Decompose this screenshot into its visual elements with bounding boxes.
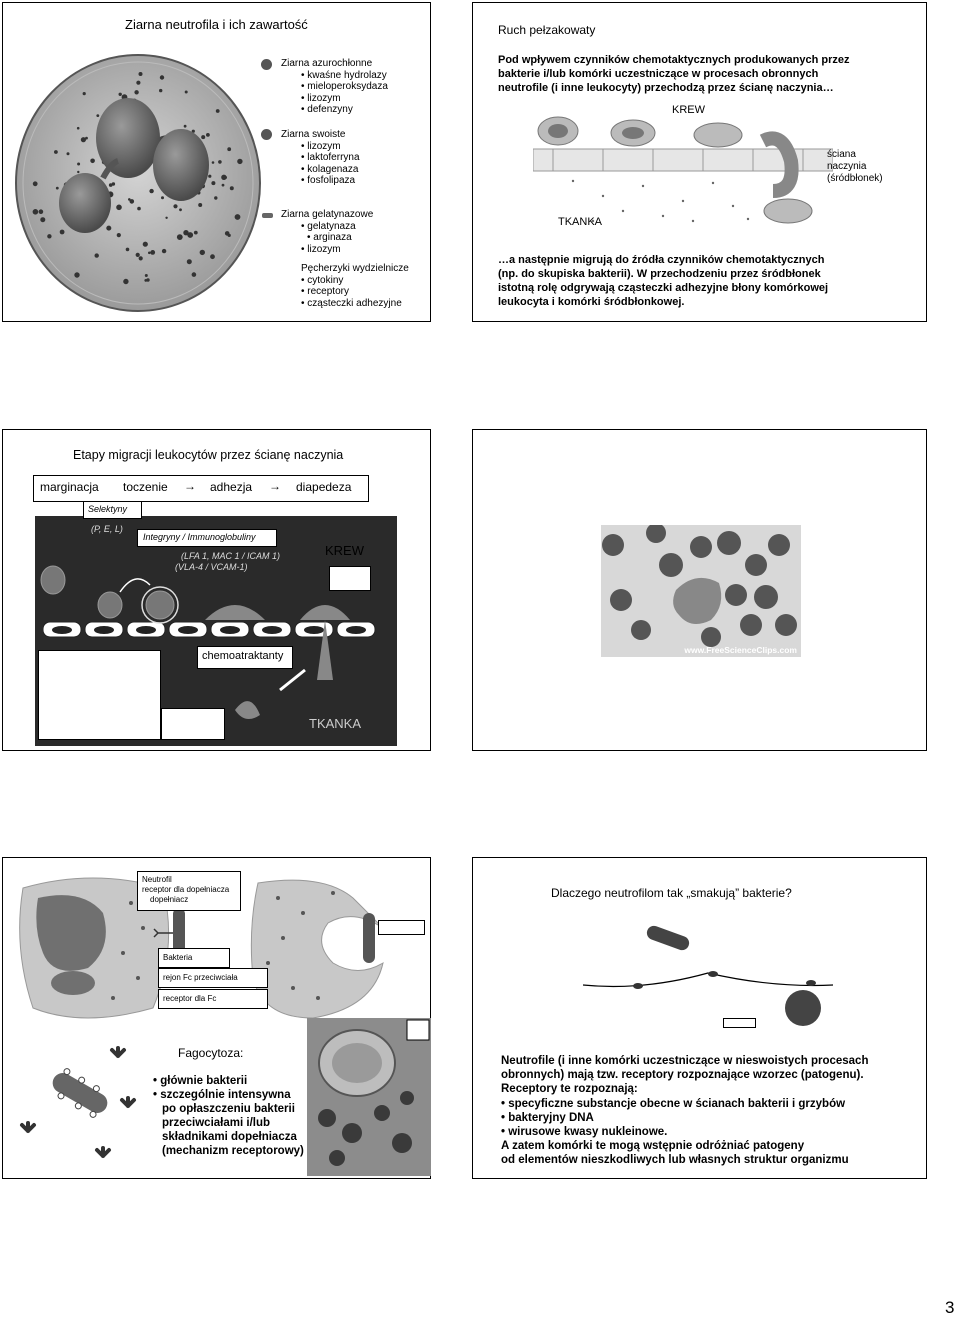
- granule-dot: [77, 163, 80, 166]
- slide-title: Etapy migracji leukocytów przez ścianę naczynia: [73, 448, 344, 462]
- granule-dot: [33, 181, 38, 186]
- granule-dot: [159, 89, 162, 92]
- granule-dot: [237, 159, 242, 164]
- text-line: • bakteryjny DNA: [501, 1111, 594, 1124]
- fc-region-label: rejon Fc przeciwciała: [163, 973, 238, 982]
- intro-line: Pod wpływem czynników chemotaktycznych produkowanych przez: [498, 54, 850, 66]
- slide-amoeboid-movement: [472, 2, 927, 322]
- granule-dot: [85, 137, 88, 140]
- granule-dot: [117, 233, 121, 237]
- fc-region-legend-box: [158, 968, 268, 988]
- granule-dot: [96, 114, 99, 117]
- granule-dot: [128, 198, 131, 201]
- granule-dot: [183, 230, 188, 235]
- granule-dot: [227, 147, 231, 151]
- text-line: A zatem komórki te mogą wstępnie odróżniać patogeny: [501, 1140, 805, 1153]
- azurophilic-heading: Ziarna azurochłonne: [281, 58, 373, 69]
- granule-dot: [228, 234, 231, 237]
- granule-dot: [136, 253, 140, 257]
- granule-dot: [40, 217, 45, 222]
- granule-dot: [134, 90, 138, 94]
- blood-label: KREW: [325, 543, 364, 558]
- blank-box: [378, 920, 425, 935]
- blood-label: KREW: [672, 104, 705, 116]
- intro-text: [498, 53, 849, 95]
- granule-dot: [67, 152, 70, 155]
- granule-dot: [54, 150, 58, 154]
- text-line: Receptory te rozpoznają:: [501, 1083, 638, 1096]
- tissue-label: TKANKA: [558, 216, 603, 228]
- granule-dot: [145, 274, 148, 277]
- intro-line: neutrofile (i inne leukocyty) przechodzą przez ścianę naczynia…: [498, 82, 834, 94]
- chemoattractants-label: chemoatraktanty: [202, 650, 284, 662]
- granule-dot: [218, 160, 222, 164]
- granule-dot: [83, 92, 86, 95]
- list-item: • kwaśne hydrolazy: [301, 70, 388, 82]
- granule-dot: [212, 161, 215, 164]
- gelatinase-granule-icon: [262, 213, 273, 218]
- granule-dot: [201, 135, 205, 139]
- chemoattractants-box: [197, 646, 293, 669]
- list-item: • receptory: [301, 286, 409, 298]
- granule-dot: [60, 230, 65, 235]
- fc-receptor-legend-box: [158, 989, 268, 1009]
- watermark-text: www.FreeScienceClips.com: [684, 645, 797, 655]
- granule-dot: [161, 196, 164, 199]
- tissue-label: TKANKA: [309, 716, 362, 731]
- granule-dot: [150, 250, 155, 255]
- slide-title: Ruch pełzakowaty: [498, 23, 596, 37]
- list-item: • lizozym: [301, 141, 360, 153]
- granule-dot: [74, 272, 79, 277]
- granule-dot: [210, 254, 215, 259]
- granule-dot: [165, 217, 167, 219]
- outro-line: …a następnie migrują do źródła czynników chemotaktycznych: [498, 254, 825, 266]
- phago-item: głównie bakterii: [160, 1075, 248, 1087]
- granule-dot: [149, 189, 153, 193]
- outro-line: leukocyta i komórki śródbłonkowej.: [498, 296, 685, 308]
- granule-dot: [77, 127, 80, 130]
- blank-box: [329, 566, 371, 591]
- list-item: • arginaza: [301, 232, 409, 244]
- blank-box: [38, 650, 161, 740]
- arrow-icon: →: [269, 479, 281, 493]
- granule-dot: [137, 207, 141, 211]
- outro-line: (np. do skupiska bakterii). W przechodzeniu przez śródbłonek: [498, 268, 821, 280]
- opsonized-bacterium-diagram: [18, 1038, 143, 1163]
- blank-box: [723, 1018, 756, 1028]
- granule-dot: [173, 204, 177, 208]
- phago-item: szczególnie intensywna: [160, 1089, 291, 1101]
- gelatinase-heading: Ziarna gelatynazowe: [281, 209, 374, 220]
- azurophilic-block: [281, 58, 388, 116]
- bacteria-label: Bakteria: [163, 953, 193, 962]
- text-line: od elementów nieszkodliwych lub własnych struktur organizmu: [501, 1154, 849, 1167]
- electron-micrograph: [307, 1018, 431, 1176]
- specific-block: [281, 129, 360, 187]
- granule-dot: [230, 186, 234, 190]
- granule-dot: [185, 91, 188, 94]
- granule-dot: [139, 256, 143, 260]
- list-item: [153, 1088, 304, 1102]
- granule-dot: [116, 205, 122, 211]
- pe-label: (P, E, L): [91, 524, 123, 534]
- bullet: •: [153, 1089, 161, 1101]
- text-line: • wirusowe kwasy nukleinowe.: [501, 1126, 668, 1139]
- phago-item: po opłaszczeniu bakterii: [162, 1103, 295, 1115]
- slide-neutrophil-granules: [2, 2, 431, 322]
- granule-dot: [139, 72, 143, 76]
- vesicles-heading: Pęcherzyki wydzielnicze: [301, 263, 409, 274]
- granule-dot: [136, 81, 140, 85]
- migration-diagram: [533, 111, 833, 231]
- outro-line: istotną rolę odgrywają cząsteczki adhezyjne błony komórkowej: [498, 282, 829, 294]
- granule-dot: [179, 208, 182, 211]
- granule-dot: [95, 253, 99, 257]
- intro-line: bakterie i/lub komórki uczestniczące w procesach obronnych: [498, 68, 819, 80]
- granule-dot: [214, 196, 217, 199]
- wall-label-line: (śródbłonek): [827, 173, 883, 184]
- bullet: •: [153, 1075, 161, 1087]
- granule-dot: [235, 214, 241, 220]
- granule-dot: [200, 250, 205, 255]
- legend-line: dopełniacz: [150, 895, 189, 904]
- neutrophil-chasing-bacteria-photo: [601, 525, 801, 657]
- granule-dot: [198, 203, 202, 207]
- slide-pattern-recognition: [472, 857, 927, 1179]
- granule-dot: [206, 133, 210, 137]
- integrins-label: Integryny / Immunoglobuliny: [143, 532, 256, 542]
- fc-receptor-label: receptor dla Fc: [163, 994, 217, 1003]
- list-item: • defenzyny: [301, 104, 388, 116]
- recognition-text: [501, 1054, 868, 1168]
- granule-dot: [33, 209, 39, 215]
- neutrophil-illustration: [13, 43, 283, 318]
- granule-dot: [194, 231, 198, 235]
- wall-label-line: ściana: [827, 149, 856, 160]
- list-item: • lizozym: [301, 244, 409, 256]
- granule-dot: [184, 125, 187, 128]
- granule-dot: [56, 187, 59, 190]
- stage-diapedeza: diapedeza: [296, 480, 352, 494]
- granule-dot: [106, 226, 111, 231]
- ligand-pair: (VLA-4 / VCAM-1): [175, 562, 248, 572]
- granule-dot: [211, 181, 215, 185]
- granule-dot: [143, 242, 148, 247]
- specific-granule-icon: [261, 129, 272, 140]
- granule-dot: [216, 109, 220, 113]
- wall-label-line: naczynia: [827, 161, 867, 172]
- neutrophil-legend-box: [137, 871, 241, 911]
- integrins-label-box: [137, 529, 277, 547]
- phagocytosis-list: [153, 1074, 304, 1158]
- granule-dot: [177, 234, 183, 240]
- granule-dot: [160, 75, 164, 79]
- ligand-pair: (LFA 1, MAC 1 / ICAM 1): [181, 551, 281, 561]
- blank-box: [161, 708, 225, 740]
- selectins-label-box: [83, 501, 142, 519]
- stage-toczenie: toczenie: [123, 480, 168, 494]
- legend-line: receptor dla dopełniacza: [142, 885, 230, 894]
- granule-dot: [39, 209, 44, 214]
- azurophilic-granule-icon: [261, 59, 272, 70]
- granule-dot: [119, 93, 122, 96]
- list-item: • laktoferryna: [301, 152, 360, 164]
- text-line: Neutrofile (i inne komórki uczestniczące w nieswoistych procesach: [501, 1055, 869, 1067]
- page-number: 3: [945, 1298, 955, 1317]
- granule-dot: [109, 183, 113, 187]
- list-item: [153, 1074, 304, 1088]
- granule-dot: [187, 259, 192, 264]
- granule-dot: [146, 278, 149, 281]
- phagocytosis-title: Fagocytoza:: [178, 1046, 244, 1060]
- list-item: • gelatynaza: [301, 221, 409, 233]
- bacterium-recognition-diagram: [583, 913, 833, 1033]
- granule-dot: [162, 249, 166, 253]
- slide-title: Ziarna neutrofila i ich zawartość: [125, 17, 308, 32]
- stage-adhezja: adhezja: [210, 480, 253, 494]
- slide-micrograph: [472, 429, 927, 751]
- phago-item: przeciwciałami i/lub: [162, 1117, 271, 1129]
- granule-dot: [222, 184, 225, 187]
- list-item: • lizozym: [301, 93, 388, 105]
- granule-dot: [148, 252, 151, 255]
- granule-dot: [126, 248, 130, 252]
- text-line: • specyficzne substancje obecne w ścianach bakterii i grzybów: [501, 1097, 846, 1110]
- granule-dot: [224, 176, 227, 179]
- list-item: • kolagenaza: [301, 164, 360, 176]
- list-item: • mieloperoksydaza: [301, 81, 388, 93]
- vessel-wall-label: [827, 149, 883, 185]
- outro-text: [498, 253, 828, 309]
- granule-dot: [90, 159, 95, 164]
- slide-migration-stages: [2, 429, 431, 751]
- specific-heading: Ziarna swoiste: [281, 129, 346, 140]
- list-item: • cząsteczki adhezyjne: [301, 298, 409, 310]
- granule-dot: [192, 272, 197, 277]
- list-item: • fosfolipaza: [301, 175, 360, 187]
- list-item: • cytokiny: [301, 275, 409, 287]
- bacteria-legend-box: [158, 948, 230, 968]
- gelatinase-block: [281, 209, 409, 309]
- granule-dot: [47, 234, 51, 238]
- stages-bar: [33, 475, 369, 502]
- granule-dot: [123, 279, 128, 284]
- granule-dot: [208, 175, 211, 178]
- phago-item: (mechanizm receptorowy): [162, 1145, 304, 1157]
- phago-item: składnikami dopełniacza: [162, 1131, 297, 1143]
- granule-dot: [77, 171, 79, 173]
- legend-line: Neutrofil: [142, 875, 172, 884]
- text-line: obronnych) mają tzw. receptory rozpoznające wzorzec (patogenu).: [501, 1069, 864, 1082]
- question-title: Dlaczego neutrofilom tak „smakują” bakterie?: [551, 886, 792, 900]
- stage-marginacja: marginacja: [40, 480, 99, 494]
- arrow-icon: →: [184, 479, 196, 493]
- selectins-label: Selektyny: [88, 504, 128, 514]
